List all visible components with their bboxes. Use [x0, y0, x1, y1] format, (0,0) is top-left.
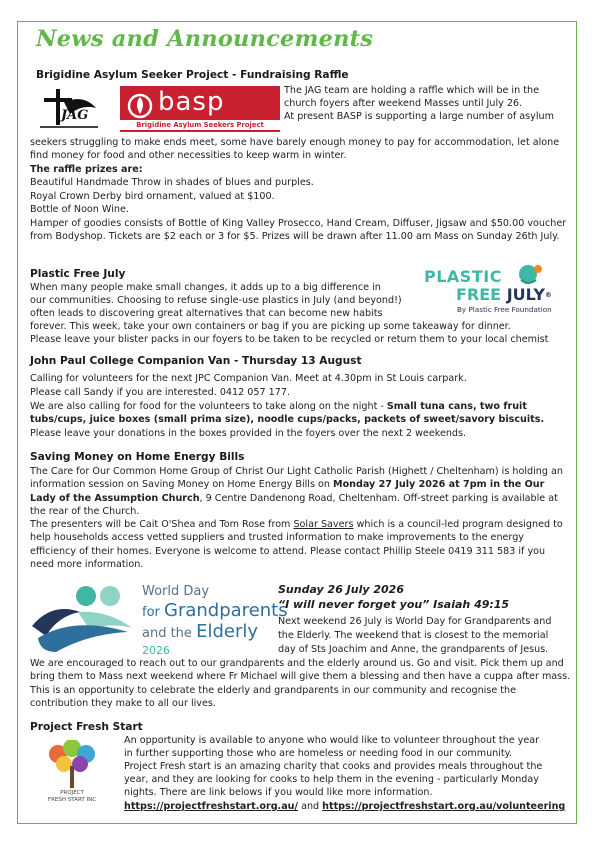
energy-heading: Saving Money on Home Energy Bills — [30, 451, 245, 463]
basp-logo-text: basp — [158, 87, 225, 117]
grand-line-2: the Elderly. The weekend that is closest to the memorial — [278, 630, 549, 641]
solar-savers-link[interactable]: Solar Savers — [293, 519, 354, 530]
grand-date: Sunday 26 July 2026 — [278, 583, 404, 596]
jag-logo — [34, 86, 106, 134]
basp-flame-icon — [126, 92, 154, 120]
logo-caption: By Plastic Free Foundation — [457, 305, 552, 314]
plastic-heading: Plastic Free July — [30, 268, 126, 280]
basp-intro-1: The JAG team are holding a raffle which will be in the — [284, 85, 539, 96]
energy-paragraph-1: The Care for Our Common Home Group of Christ Our Light Catholic Parish (Highett / Cheltenham) is holding an information session on Saving Money on Home Energy Bills on Monday 27 July 2026 at 7pm in the Our Lady of the Assumption Church, 9 Centre Dandenong Road, Cheltenham. Off-street parking is available at the rear of the Church. — [30, 466, 563, 517]
plastic-line-3: often leads to discovering great alternatives that can become new habits — [30, 308, 383, 319]
plastic-line-4: forever. This week, take your own containers or bag if you are picking up some takeaway for dinner. — [30, 321, 511, 332]
fresh-links: https://projectfreshstart.org.au/ and https://projectfreshstart.org.au/volunteering — [124, 801, 566, 812]
jpc-line-2: Please call Sandy if you are interested. 0412 057 177. — [30, 387, 291, 398]
basp-prizes-heading: The raffle prizes are: — [30, 164, 143, 175]
basp-logo-caption: Brigidine Asylum Seekers Project — [120, 120, 280, 130]
fresh-line-4: year, and they are looking for cooks to help them in the evening - particularly Monday — [124, 774, 539, 785]
logo-free-july: FREE JULY® — [456, 285, 552, 304]
basp-heading: Brigidine Asylum Seeker Project - Fundraising Raffle — [36, 69, 349, 81]
fresh-link-home[interactable]: https://projectfreshstart.org.au/ — [124, 801, 299, 812]
fresh-line-1: An opportunity is available to anyone who would like to volunteer throughout the year — [124, 735, 540, 746]
basp-prize-3: Bottle of Noon Wine. — [30, 204, 129, 215]
grand-line-3: day of Sts Joachim and Anne, the grandparents of Jesus. — [278, 644, 549, 655]
turtle-icon — [516, 262, 544, 286]
basp-prize-1: Beautiful Handmade Throw in shades of blues and purples. — [30, 177, 314, 188]
jpc-line-3: We are also calling for food for the volunteers to take along on the night - Small tuna cans, two fruit tubs/cups, juice boxes (small prima size), noodle cups/packs, packets of sweet/savory biscuits. — [30, 401, 545, 426]
plastic-line-5: Please leave your blister packs in our foyers to be taken to be recycled or return them to your local chemist — [30, 334, 549, 345]
jpc-line-4: Please leave your donations in the boxes provided in the foyers over the next 2 weekends. — [30, 428, 467, 439]
fresh-line-3: Project Fresh start is an amazing charity that cooks and provides meals throughout the — [124, 761, 543, 772]
world-day-emblem — [28, 582, 136, 656]
basp-prize-2: Royal Crown Derby bird ornament, valued at $100. — [30, 191, 275, 202]
grand-paragraph: We are encouraged to reach out to our grandparents and the elderly around us. Go and visit. Pick them up and bring them to Mass next weekend where Fr Michael will give them a blessing and then have a cuppa after mass. This is an opportunity to celebrate the elderly and grandparents in our community and recognise the contribution they make to all our lives. — [30, 658, 571, 709]
page-title: News and Announcements — [36, 26, 374, 52]
fresh-line-5: nights. There are link belows if you would like more information. — [124, 787, 433, 798]
grand-line-1: Next weekend 26 July is World Day for Grandparents and — [278, 616, 552, 627]
fresh-start-logo: PROJECT FRESH START INC — [32, 740, 112, 806]
basp-intro-4: seekers struggling to make ends meet, some have barely enough money to pay for accommodation, let alone find money for food and other necessities to keep warm in winter. — [30, 137, 560, 162]
plastic-line-2: our communities. Choosing to refuse single-use plastics in July (and beyond!) — [30, 295, 402, 306]
basp-prize-4: Hamper of goodies consists of Bottle of King Valley Prosecco, Hand Cream, Diffuser, Jigsaw and $50.00 voucher from Bodyshop. Tickets are $2 each or 3 for $5. Prizes will be drawn after 11.00 am Mass on Sunday 26th July. — [30, 218, 567, 243]
basp-intro-2: church foyers after weekend Masses until July 26. — [284, 98, 523, 109]
fresh-heading: Project Fresh Start — [30, 721, 143, 733]
fresh-line-2: in further supporting those who are homeless or needing food in our community. — [124, 748, 513, 759]
svg-text:JAG: JAG — [61, 108, 89, 123]
plastic-free-july-logo — [424, 262, 574, 320]
jpc-line-1: Calling for volunteers for the next JPC Companion Van. Meet at 4.30pm in St Louis carpark. — [30, 373, 467, 384]
plastic-line-1: When many people make small changes, it adds up to a big difference in — [30, 282, 381, 293]
fresh-link-volunteering[interactable]: https://projectfreshstart.org.au/volunteering — [322, 801, 566, 812]
jpc-heading: John Paul College Companion Van - Thursday 13 August — [30, 355, 362, 367]
basp-intro-3: At present BASP is supporting a large number of asylum — [284, 111, 554, 122]
grand-quote: “I will never forget you” Isaiah 49:15 — [278, 598, 510, 611]
tree-icon — [44, 740, 100, 790]
basp-logo — [120, 86, 280, 132]
energy-paragraph-2: The presenters will be Cait O'Shea and Tom Rose from Solar Savers which is a council-led program designed to help households access vetted suppliers and trusted information to make improvements to the energy efficiency of their homes. Everyone is welcome to attend. Please contact Phillip Steele 0419 311 583 if you need more information. — [30, 519, 563, 570]
logo-plastic: PLASTIC — [424, 267, 502, 286]
